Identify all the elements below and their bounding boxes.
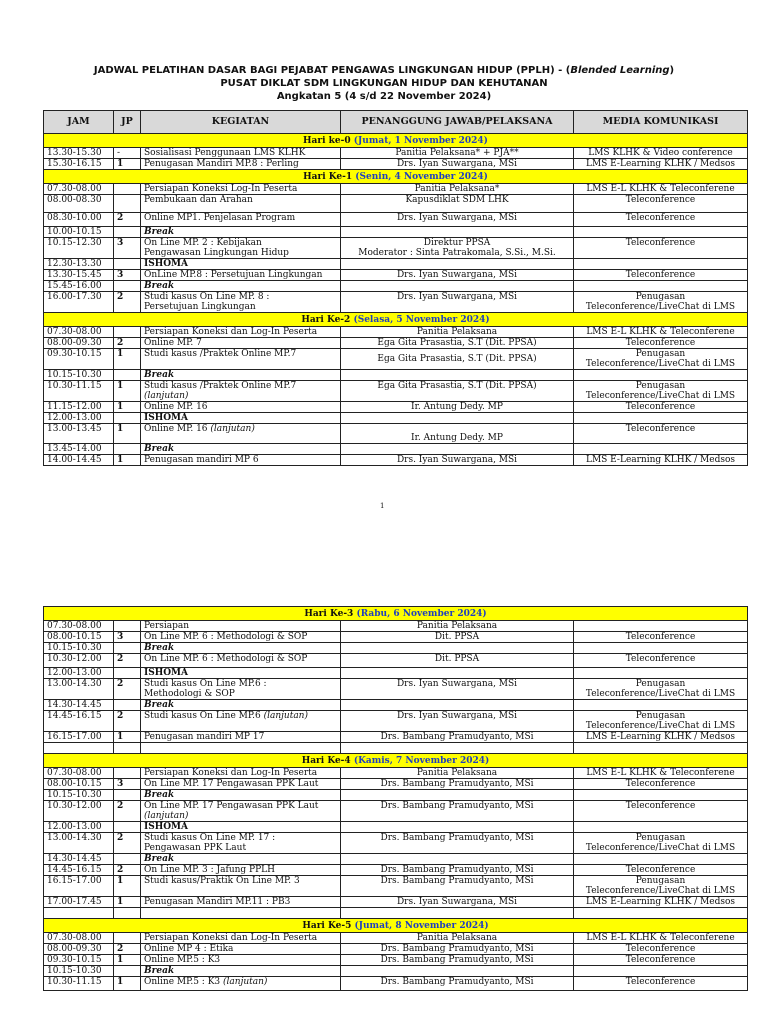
table-row: 17.00-17.45 1 Penugasan Mandiri MP.11 : PB3 Drs. Iyan Suwargana, MSi LMS E-Learning KLHK / Medsos [44, 897, 748, 908]
table-row: 10.15-10.30 Break [44, 643, 748, 654]
table-row: 09.30-10.15 1 Online MP.5 : K3 Drs. Bambang Pramudyanto, MSi Teleconference [44, 955, 748, 966]
table-row: 07.30-08.00 Persiapan Koneksi dan Log-In Peserta Panitia Pelaksana LMS E-L KLHK & Teleconferene [44, 768, 748, 779]
table-row: 13.00-14.30 2 Studi kasus On Line MP. 17 : Pengawasan PPK Laut Drs. Bambang Pramudyanto, MSi Penugasan Teleconference/LiveChat di LMS [44, 833, 748, 854]
table-row: 12.30-13.30 ISHOMA [44, 259, 748, 270]
table-row: 10.15-10.30 Break [44, 370, 748, 381]
document-subtitle: PUSAT DIKLAT SDM LINGKUNGAN HIDUP DAN KEHUTANAN [220, 78, 548, 89]
table-row: 13.30-15.45 3 OnLine MP.8 : Persetujuan Lingkungan Drs. Iyan Suwargana, MSi Teleconference [44, 270, 748, 281]
document-title: JADWAL PELATIHAN DASAR BAGI PEJABAT PENGAWAS LINGKUNGAN HIDUP (PPLH) - (Blended Learning) [93, 65, 675, 76]
table-row: 10.15-10.30 Break [44, 966, 748, 977]
document-batch: Angkatan 5 (4 s/d 22 November 2024) [276, 91, 492, 102]
table-row: 11.15-12.00 1 Online MP. 16 Ir. Antung Dedy. MP Teleconference [44, 402, 748, 413]
day-header: Hari Ke-4 (Kamis, 7 November 2024) [44, 754, 748, 768]
header-media: MEDIA KOMUNIKASI [574, 111, 748, 134]
table-row: 08.00-09.30 2 Online MP. 7 Ega Gita Prasastia, S.T (Dit. PPSA) Teleconference [44, 338, 748, 349]
table-row: 13.00-14.30 2 Studi kasus On Line MP.6 : Methodologi & SOP Drs. Iyan Suwargana, MSi Penugasan Teleconference/LiveChat di LMS [44, 679, 748, 700]
table-row: 16.15-17.00 1 Penugasan mandiri MP 17 Drs. Bambang Pramudyanto, MSi LMS E-Learning KLHK / Medsos [44, 732, 748, 743]
table-row: 14.30-14.45 Break [44, 700, 748, 711]
table-row: 08.30-10.00 2 Online MP1. Penjelasan Program Drs. Iyan Suwargana, MSi Teleconference [44, 213, 748, 227]
table-row: 07.30-08.00 Persiapan Koneksi dan Log-In Peserta Panitia Pelaksana LMS E-L KLHK & Teleconferene [44, 933, 748, 944]
table-row: 14.00-14.45 1 Penugasan mandiri MP 6 Drs. Iyan Suwargana, MSi LMS E-Learning KLHK / Medsos [44, 455, 748, 466]
table-row: 07.30-08.00 Persiapan Koneksi dan Log-In Peserta Panitia Pelaksana LMS E-L KLHK & Teleconferene [44, 327, 748, 338]
table-row: 12.00-13.00 ISHOMA [44, 668, 748, 679]
header-penanggung: PENANGGUNG JAWAB/PELAKSANA [341, 111, 574, 134]
table-row: 10.00-10.15 Break [44, 227, 748, 238]
table-row: 08.00-08.30 Pembukaan dan Arahan Kapusdiklat SDM LHK Teleconference [44, 195, 748, 213]
table-row: 07.30-08.00 Persiapan Koneksi Log-In Peserta Panitia Pelaksana* LMS E-L KLHK & Teleconferene [44, 184, 748, 195]
table-header [44, 111, 748, 134]
table-row: 08.00-10.15 3 On Line MP. 17 Pengawasan PPK Laut Drs. Bambang Pramudyanto, MSi Teleconference [44, 779, 748, 790]
day-header: Hari Ke-5 (Jumat, 8 November 2024) [44, 919, 748, 933]
schedule-table-page-1 [43, 110, 748, 466]
table-row: 10.15-12.30 3 On Line MP. 2 : Kebijakan Pengawasan Lingkungan Hidup Direktur PPSA Moderator : Sinta Patrakomala, S.Si., M.Si. Teleconference [44, 238, 748, 259]
table-row-empty [44, 743, 748, 754]
table-row: 13.45-14.00 Break [44, 444, 748, 455]
table-row: 13.00-13.45 1 Online MP. 16 (lanjutan) Ir. Antung Dedy. MP Teleconference [44, 424, 748, 444]
table-row: 12.00-13.00 ISHOMA [44, 413, 748, 424]
schedule-table-page-2 [43, 606, 748, 991]
table-row: 08.00-09.30 2 Online MP 4 : Etika Drs. Bambang Pramudyanto, MSi Teleconference [44, 944, 748, 955]
table-row: 10.30-11.15 1 Online MP.5 : K3 (lanjutan) Drs. Bambang Pramudyanto, MSi Teleconference [44, 977, 748, 991]
day-header: Hari Ke-1 (Senin, 4 November 2024) [44, 170, 748, 184]
table-row: 12.00-13.00 ISHOMA [44, 822, 748, 833]
page-number: 1 [380, 502, 385, 510]
day-header: Hari ke-0 (Jumat, 1 November 2024) [44, 134, 748, 148]
header-jp: JP [114, 111, 141, 134]
table-row: 16.00-17.30 2 Studi kasus On Line MP. 8 : Persetujuan Lingkungan Drs. Iyan Suwargana, MSi Penugasan Teleconference/LiveChat di LMS [44, 292, 748, 313]
header-jam: JAM [44, 111, 114, 134]
header-kegiatan: KEGIATAN [141, 111, 341, 134]
table-row-empty [44, 908, 748, 919]
day-header: Hari Ke-2 (Selasa, 5 November 2024) [44, 313, 748, 327]
table-row: 15.45-16.00 Break [44, 281, 748, 292]
day-header: Hari Ke-3 (Rabu, 6 November 2024) [44, 607, 748, 621]
table-row: 10.15-10.30 Break [44, 790, 748, 801]
table-row: 13.30-15.30 - Sosialisasi Penggunaan LMS KLHK Panitia Pelaksana* + PJA** LMS KLHK & Video conference [44, 148, 748, 159]
table-row: 10.30-12.00 2 On Line MP. 17 Pengawasan PPK Laut (lanjutan) Drs. Bambang Pramudyanto, MSi Teleconference [44, 801, 748, 822]
table-row: 14.45-16.15 2 On Line MP. 3 : Jafung PPLH Drs. Bambang Pramudyanto, MSi Teleconference [44, 865, 748, 876]
table-row: 14.45-16.15 2 Studi kasus On Line MP.6 (lanjutan) Drs. Iyan Suwargana, MSi Penugasan Teleconference/LiveChat di LMS [44, 711, 748, 732]
table-row: 14.30-14.45 Break [44, 854, 748, 865]
table-row: 10.30-12.00 2 On Line MP. 6 : Methodologi & SOP Dit. PPSA Teleconference [44, 654, 748, 668]
table-row: 08.00-10.15 3 On Line MP. 6 : Methodologi & SOP Dit. PPSA Teleconference [44, 632, 748, 643]
table-row: 16.15-17.00 1 Studi kasus/Praktik On Line MP. 3 Drs. Bambang Pramudyanto, MSi Penugasan Teleconference/LiveChat di LMS [44, 876, 748, 897]
table-row: 15.30-16.15 1 Penugasan Mandiri MP.8 : Perling Drs. Iyan Suwargana, MSi LMS E-Learning KLHK / Medsos [44, 159, 748, 170]
table-row: 10.30-11.15 1 Studi kasus /Praktek Online MP.7 (lanjutan) Ega Gita Prasastia, S.T (Dit. PPSA) Penugasan Teleconference/LiveChat di LMS [44, 381, 748, 402]
table-row: 07.30-08.00 Persiapan Panitia Pelaksana [44, 621, 748, 632]
table-row: 09.30-10.15 1 Studi kasus /Praktek Online MP.7 Ega Gita Prasastia, S.T (Dit. PPSA) Penugasan Teleconference/LiveChat di LMS [44, 349, 748, 370]
